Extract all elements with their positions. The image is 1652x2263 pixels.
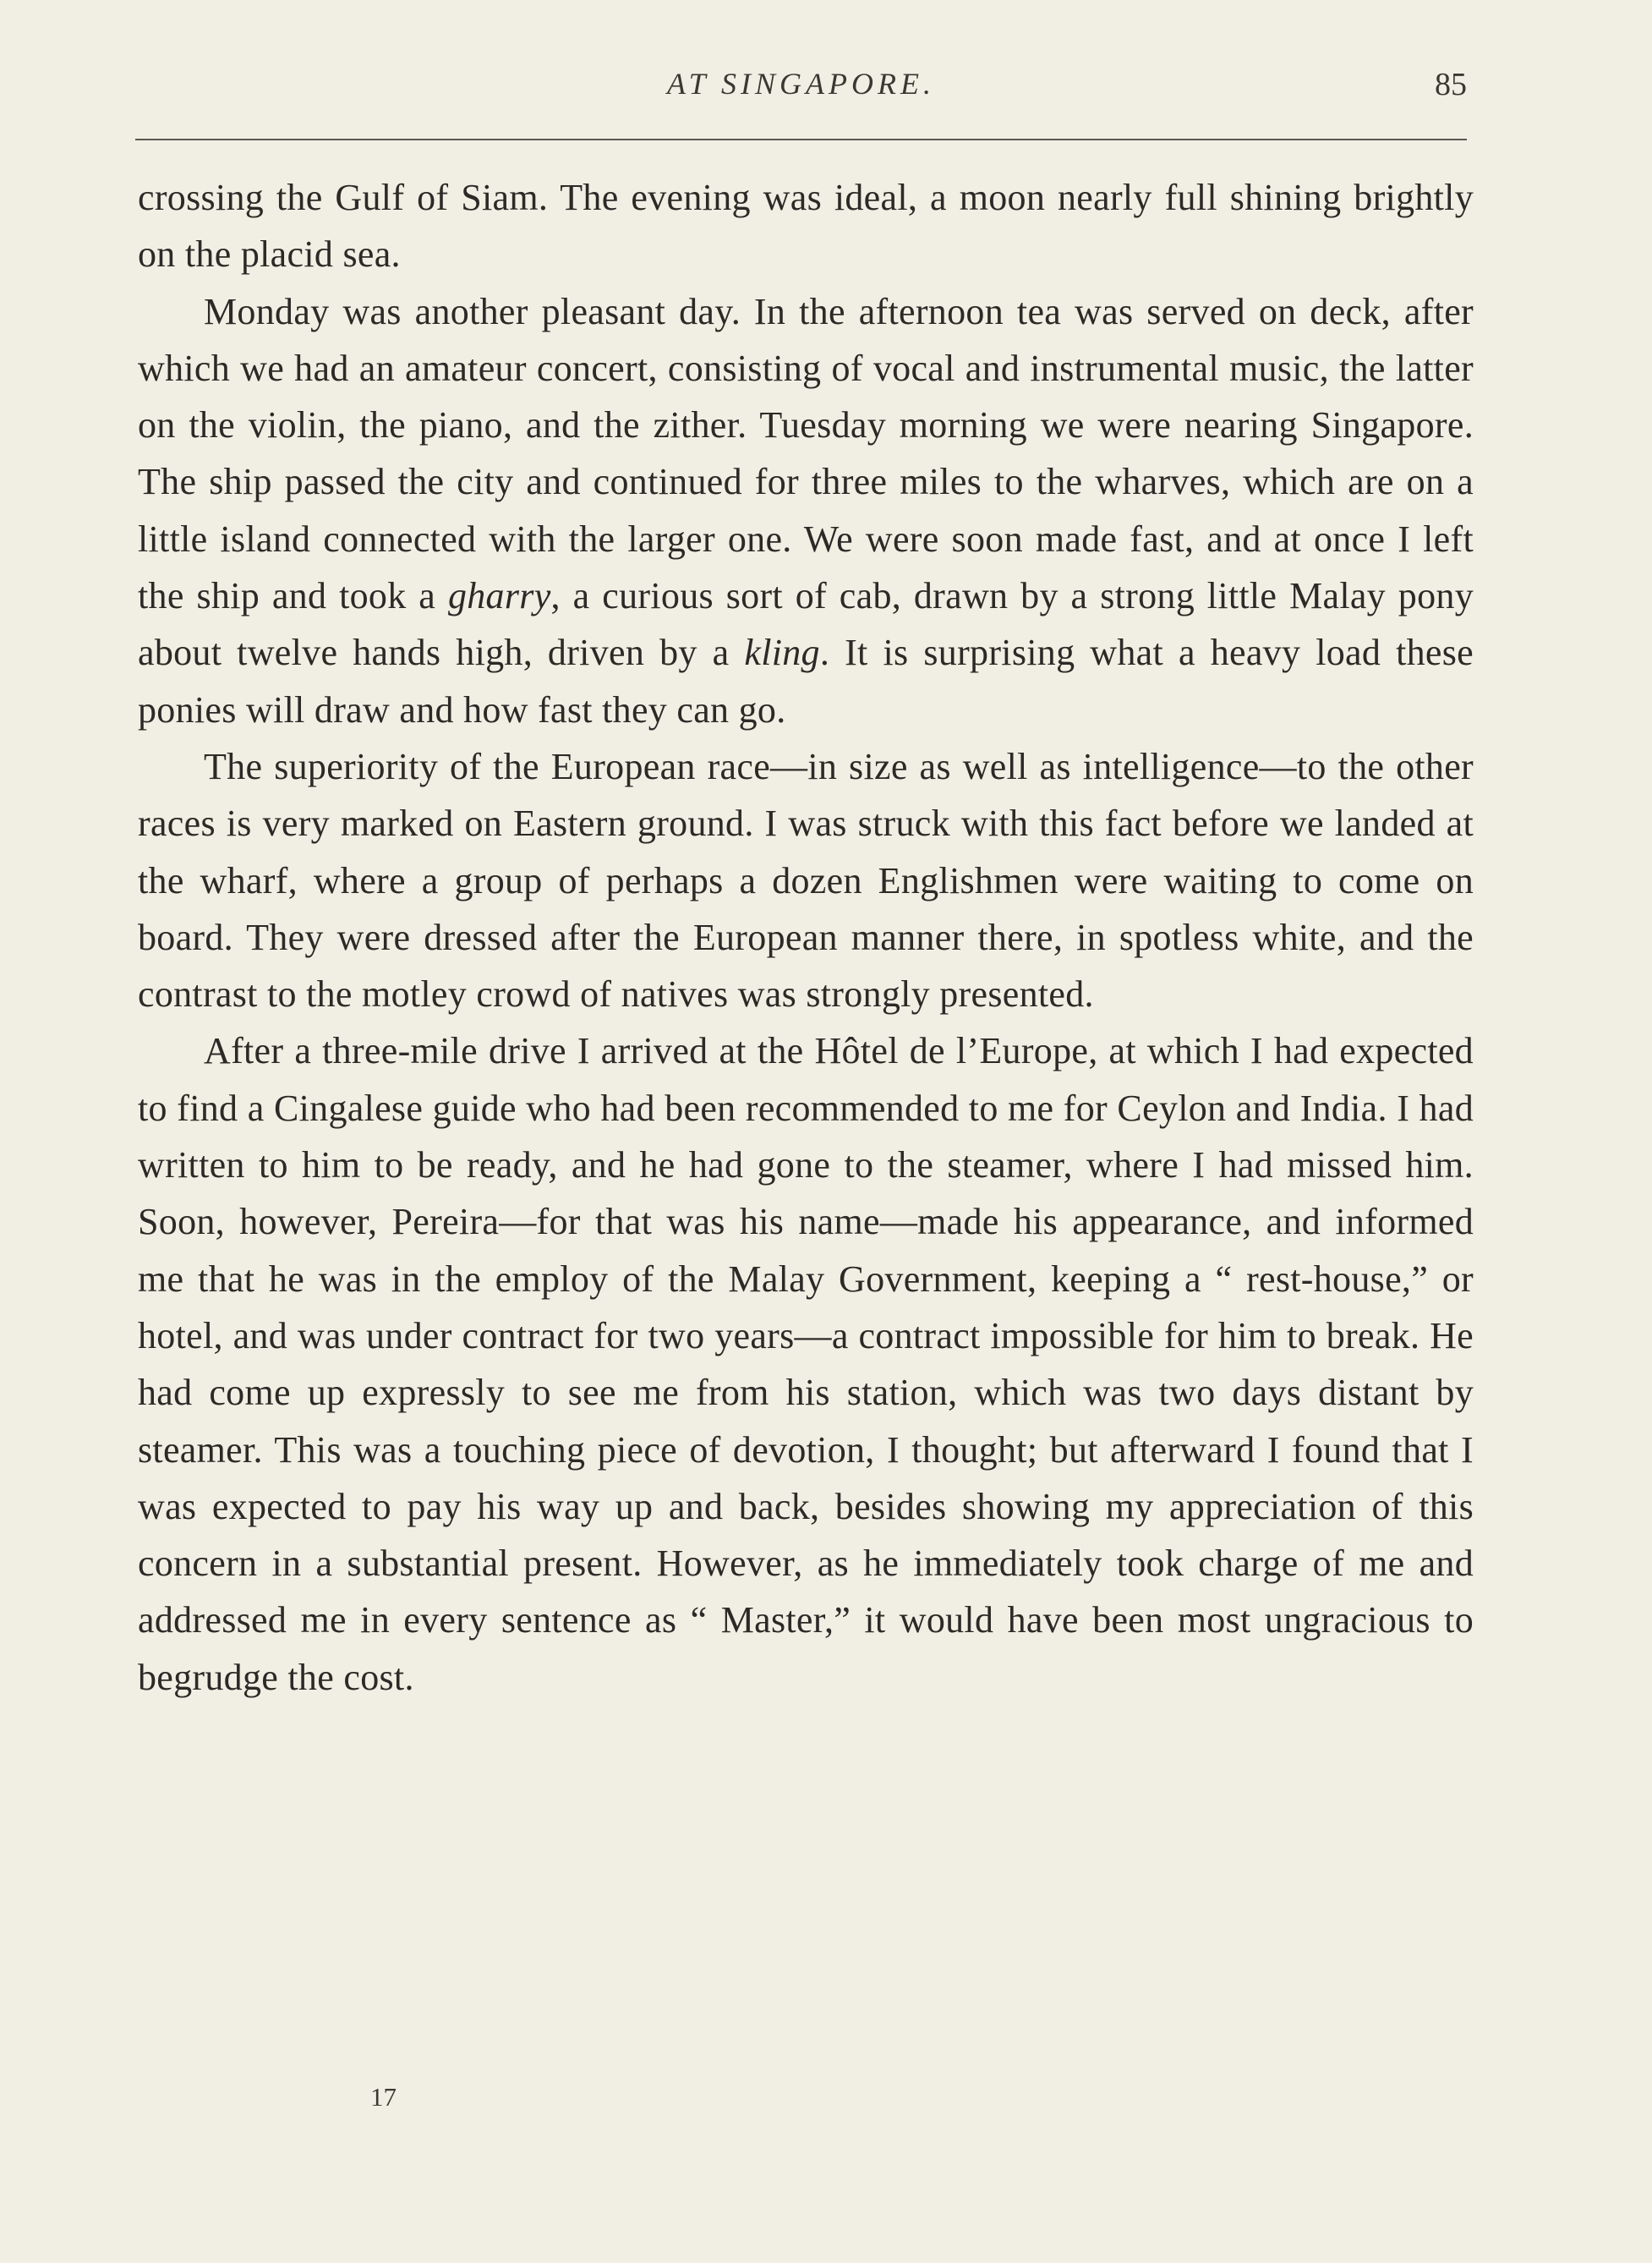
paragraph-text: , a curious sort of cab, drawn by a strong little Malay pony about twelve hands high, driven by a	[138, 575, 1474, 674]
paragraph	[138, 738, 1474, 1022]
italic-term-kling: kling	[744, 632, 820, 674]
italic-term-gharry: gharry	[447, 575, 551, 617]
paragraph	[138, 169, 1474, 283]
paragraph-text: crossing the Gulf of Siam. The evening was ideal, a moon nearly full shining brightly on the placid sea.	[138, 177, 1474, 276]
page-number: 85	[1435, 67, 1467, 102]
signature-mark: 17	[370, 2082, 397, 2112]
running-head	[135, 66, 1467, 117]
running-title: AT SINGAPORE.	[667, 67, 935, 101]
body-text	[138, 169, 1474, 1706]
paragraph	[138, 283, 1474, 738]
header-rule	[135, 139, 1467, 140]
paragraph	[138, 1022, 1474, 1706]
paragraph-text: After a three-mile drive I arrived at the Hôtel de l’Europe, at which I had expected to find a Cingalese guide who had been recommended to me for Ceylon and India. I had written to him to be ready, and he had gone to the steamer, where I had missed him. Soon, however, Pereira—for that was his name—made his appearance, and informed me that he was in the employ of the Malay Government, keeping a “ rest-house,” or hotel, and was under contract for two years—a contract impossible for him to break. He had come up expressly to see me from his station, which was two days distant by steamer. This was a touching piece of devotion, I thought; but afterward I found that I was expected to pay his way up and back, besides showing my appreciation of this concern in a substantial present. However, as he immediately took charge of me and addressed me in every sentence as “ Master,” it would have been most ungracious to begrudge the cost.	[138, 1030, 1474, 1698]
paragraph-text: The superiority of the European race—in size as well as intelligence—to the other races is very marked on Eastern ground. I was struck with this fact before we landed at the wharf, where a group of perhaps a dozen Englishmen were waiting to come on board. They were dressed after the European manner there, in spotless white, and the contrast to the motley crowd of natives was strongly presented.	[138, 745, 1474, 1016]
paragraph-text: Monday was another pleasant day. In the afternoon tea was served on deck, after which we had an amateur concert, consisting of vocal and instrumental music, the latter on the violin, the piano, and the zither. Tuesday morning we were nearing Singapore. The ship passed the city and continued for three miles to the wharves, which are on a little island connected with the larger one. We were soon made fast, and at once I left the ship and took a	[138, 290, 1474, 617]
paragraph-text: . It is surprising what a heavy load these ponies will draw and how fast they can go.	[138, 632, 1474, 731]
